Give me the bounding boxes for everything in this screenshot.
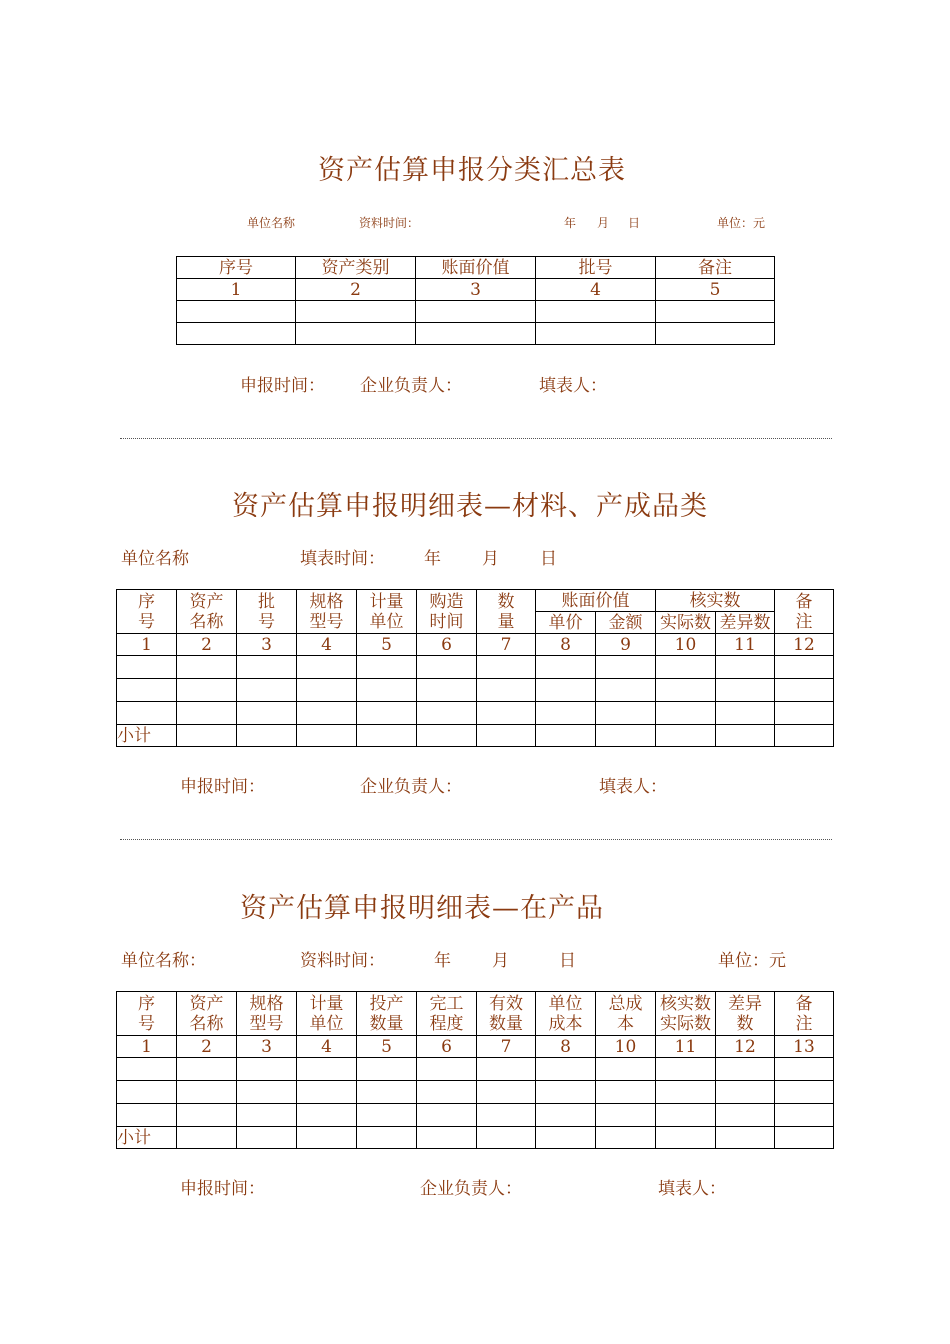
form1-month: 月 xyxy=(597,216,610,230)
form2-col-number: 2 xyxy=(177,634,237,656)
form3-cell[interactable] xyxy=(596,1058,656,1081)
form3-col-number: 13 xyxy=(775,1036,834,1058)
form3-unit-label: 单位：元 xyxy=(718,951,786,971)
form2-header-unit-price: 单价 xyxy=(536,612,596,634)
form2-subtotal-label: 小计 xyxy=(117,725,177,747)
form1-cell[interactable] xyxy=(416,323,536,345)
form1-col-number: 1 xyxy=(177,279,296,301)
form3-cell[interactable] xyxy=(716,1081,775,1104)
form1-manager: 企业负责人： xyxy=(360,376,462,396)
form2-cell[interactable] xyxy=(596,679,656,702)
form3-cell[interactable] xyxy=(775,1104,834,1127)
form3-cell[interactable] xyxy=(117,1104,177,1127)
form2-cell[interactable] xyxy=(536,702,596,725)
form2-header-measure-unit: 计量 单位 xyxy=(357,590,417,634)
form1-cell[interactable] xyxy=(416,301,536,323)
form2-header-quantity: 数 量 xyxy=(477,590,536,634)
form1-cell[interactable] xyxy=(536,323,656,345)
form2-cell[interactable] xyxy=(177,702,237,725)
form3-cell[interactable] xyxy=(716,1127,775,1149)
form3-table xyxy=(116,991,834,1149)
form3-col-number: 7 xyxy=(477,1036,536,1058)
form2-table xyxy=(116,589,834,747)
form2-blank-row xyxy=(117,656,834,679)
form2-cell[interactable] xyxy=(117,679,177,702)
form2-cell[interactable] xyxy=(177,656,237,679)
form2-cell[interactable] xyxy=(716,656,775,679)
form1-blank-row xyxy=(177,301,775,323)
form1-year: 年 xyxy=(564,216,577,230)
form3-cell[interactable] xyxy=(357,1081,417,1104)
form3-date-label: 资料时间： xyxy=(300,951,385,971)
form3-header-measure-unit: 计量 单位 xyxy=(297,992,357,1036)
form3-cell[interactable] xyxy=(477,1104,536,1127)
form2-subtotal-row xyxy=(117,725,834,747)
form2-col-number: 10 xyxy=(656,634,716,656)
form2-col-number: 11 xyxy=(716,634,775,656)
form2-cell[interactable] xyxy=(596,725,656,747)
form3-header-input-quantity: 投产 数量 xyxy=(357,992,417,1036)
form2-cell[interactable] xyxy=(237,679,297,702)
form1-table xyxy=(176,256,775,345)
form2-cell[interactable] xyxy=(177,679,237,702)
form2-cell[interactable] xyxy=(775,702,834,725)
form3-cell[interactable] xyxy=(775,1127,834,1149)
form3-report-time: 申报时间： xyxy=(180,1179,265,1199)
form3-title: 资产估算申报明细表—在产品 xyxy=(240,893,604,924)
form2-cell[interactable] xyxy=(237,702,297,725)
form1-title: 资产估算申报分类汇总表 xyxy=(318,155,626,186)
form3-subtotal-row xyxy=(117,1127,834,1149)
form1-unit-label: 单位：元 xyxy=(717,216,766,230)
form2-cell[interactable] xyxy=(656,702,716,725)
form1-cell[interactable] xyxy=(296,301,416,323)
form3-cell[interactable] xyxy=(297,1058,357,1081)
form2-cell[interactable] xyxy=(357,702,417,725)
form1-col-number: 2 xyxy=(296,279,416,301)
form3-header-total-cost: 总成 本 xyxy=(596,992,656,1036)
form3-cell[interactable] xyxy=(177,1104,237,1127)
form1-col-number: 4 xyxy=(536,279,656,301)
form2-cell[interactable] xyxy=(775,679,834,702)
form2-cell[interactable] xyxy=(297,725,357,747)
form3-year: 年 xyxy=(434,951,451,971)
form3-col-number: 5 xyxy=(357,1036,417,1058)
form3-cell[interactable] xyxy=(297,1127,357,1149)
form3-cell[interactable] xyxy=(237,1104,297,1127)
form2-cell[interactable] xyxy=(237,725,297,747)
form3-cell[interactable] xyxy=(596,1104,656,1127)
form2-cell[interactable] xyxy=(656,725,716,747)
form1-header-cell: 序号 xyxy=(177,257,296,279)
form3-header-spec: 规格 型号 xyxy=(237,992,297,1036)
form3-cell[interactable] xyxy=(477,1081,536,1104)
form2-day: 日 xyxy=(540,549,557,569)
form3-cell[interactable] xyxy=(237,1058,297,1081)
form2-cell[interactable] xyxy=(117,656,177,679)
form3-manager: 企业负责人： xyxy=(420,1179,522,1199)
form3-header-difference: 差异 数 xyxy=(716,992,775,1036)
form2-cell[interactable] xyxy=(297,702,357,725)
form1-header-cell: 批号 xyxy=(536,257,656,279)
form2-cell[interactable] xyxy=(477,725,536,747)
form3-col-number: 3 xyxy=(237,1036,297,1058)
form2-cell[interactable] xyxy=(297,679,357,702)
form1-report-time: 申报时间： xyxy=(240,376,325,396)
form3-cell[interactable] xyxy=(357,1104,417,1127)
form2-cell[interactable] xyxy=(775,656,834,679)
form3-cell[interactable] xyxy=(536,1058,596,1081)
form2-header-amount: 金额 xyxy=(596,612,656,634)
form2-cell[interactable] xyxy=(477,679,536,702)
form3-cell[interactable] xyxy=(716,1058,775,1081)
form1-date-label: 资料时间： xyxy=(359,216,420,230)
form2-cell[interactable] xyxy=(297,656,357,679)
form3-cell[interactable] xyxy=(417,1127,477,1149)
form3-cell[interactable] xyxy=(477,1127,536,1149)
form3-col-number: 2 xyxy=(177,1036,237,1058)
form2-cell[interactable] xyxy=(417,656,477,679)
form2-header-difference: 差异数 xyxy=(716,612,775,634)
form2-cell[interactable] xyxy=(117,702,177,725)
form2-col-number: 9 xyxy=(596,634,656,656)
form3-cell[interactable] xyxy=(656,1058,716,1081)
form3-header-seq: 序 号 xyxy=(117,992,177,1036)
form2-cell[interactable] xyxy=(775,725,834,747)
form3-blank-row xyxy=(117,1081,834,1104)
form2-cell[interactable] xyxy=(477,702,536,725)
form2-col-number: 12 xyxy=(775,634,834,656)
form3-cell[interactable] xyxy=(596,1127,656,1149)
form3-cell[interactable] xyxy=(417,1081,477,1104)
form2-col-number: 7 xyxy=(477,634,536,656)
form3-blank-row xyxy=(117,1104,834,1127)
form3-cell[interactable] xyxy=(656,1081,716,1104)
form2-month: 月 xyxy=(482,549,499,569)
form3-unit-name-label: 单位名称： xyxy=(121,951,206,971)
form3-cell[interactable] xyxy=(237,1081,297,1104)
form3-cell[interactable] xyxy=(536,1081,596,1104)
form2-cell[interactable] xyxy=(596,702,656,725)
form3-cell[interactable] xyxy=(775,1058,834,1081)
form2-header-book-value: 账面价值 xyxy=(536,590,656,612)
form3-cell[interactable] xyxy=(656,1127,716,1149)
form2-cell[interactable] xyxy=(477,656,536,679)
form2-blank-row xyxy=(117,702,834,725)
form1-cell[interactable] xyxy=(296,323,416,345)
form1-col-number: 5 xyxy=(656,279,775,301)
form2-header-remarks: 备 注 xyxy=(775,590,834,634)
form3-cell[interactable] xyxy=(775,1081,834,1104)
form2-cell[interactable] xyxy=(656,679,716,702)
form3-cell[interactable] xyxy=(297,1104,357,1127)
form2-title: 资产估算申报明细表—材料、产成品类 xyxy=(232,491,708,522)
form3-col-number: 1 xyxy=(117,1036,177,1058)
form3-cell[interactable] xyxy=(716,1104,775,1127)
form3-cell[interactable] xyxy=(357,1127,417,1149)
form2-cell[interactable] xyxy=(596,656,656,679)
form1-header-cell: 备注 xyxy=(656,257,775,279)
form1-blank-row xyxy=(177,323,775,345)
form1-day: 日 xyxy=(628,216,641,230)
form1-filler: 填表人： xyxy=(539,376,607,396)
form3-cell[interactable] xyxy=(656,1104,716,1127)
form1-cell[interactable] xyxy=(536,301,656,323)
form3-col-number: 12 xyxy=(716,1036,775,1058)
form3-col-number: 6 xyxy=(417,1036,477,1058)
form2-header-purchase-time: 购造 时间 xyxy=(417,590,477,634)
form3-col-number: 4 xyxy=(297,1036,357,1058)
form2-cell[interactable] xyxy=(656,656,716,679)
form3-header-remarks: 备 注 xyxy=(775,992,834,1036)
form2-cell[interactable] xyxy=(417,702,477,725)
form2-cell[interactable] xyxy=(716,702,775,725)
form2-header-verified: 核实数 xyxy=(656,590,775,612)
form2-year: 年 xyxy=(424,549,441,569)
form1-cell[interactable] xyxy=(656,301,775,323)
form2-cell[interactable] xyxy=(536,656,596,679)
form2-fill-time-label: 填表时间： xyxy=(300,549,385,569)
form1-cell[interactable] xyxy=(656,323,775,345)
form2-cell[interactable] xyxy=(357,656,417,679)
form1-cell[interactable] xyxy=(177,301,296,323)
form3-cell[interactable] xyxy=(297,1081,357,1104)
form3-month: 月 xyxy=(492,951,509,971)
form3-col-number: 8 xyxy=(536,1036,596,1058)
form3-cell[interactable] xyxy=(237,1127,297,1149)
form3-cell[interactable] xyxy=(477,1058,536,1081)
section-separator xyxy=(120,839,832,840)
form2-cell[interactable] xyxy=(237,656,297,679)
form3-cell[interactable] xyxy=(177,1081,237,1104)
form2-col-number: 6 xyxy=(417,634,477,656)
form3-header-unit-cost: 单位 成本 xyxy=(536,992,596,1036)
form1-cell[interactable] xyxy=(177,323,296,345)
form2-col-number: 3 xyxy=(237,634,297,656)
form3-col-number: 11 xyxy=(656,1036,716,1058)
form1-col-number: 3 xyxy=(416,279,536,301)
form2-cell[interactable] xyxy=(357,679,417,702)
form1-unit-name-label: 单位名称 xyxy=(247,216,296,230)
form3-subtotal-label: 小计 xyxy=(117,1127,177,1149)
form2-cell[interactable] xyxy=(177,725,237,747)
form3-cell[interactable] xyxy=(177,1058,237,1081)
form2-cell[interactable] xyxy=(357,725,417,747)
form3-cell[interactable] xyxy=(536,1104,596,1127)
form2-cell[interactable] xyxy=(417,725,477,747)
form3-cell[interactable] xyxy=(417,1058,477,1081)
form2-cell[interactable] xyxy=(536,725,596,747)
form3-header-completion: 完工 程度 xyxy=(417,992,477,1036)
form2-cell[interactable] xyxy=(536,679,596,702)
form2-unit-name-label: 单位名称 xyxy=(121,549,189,569)
form2-manager: 企业负责人： xyxy=(360,777,462,797)
form3-cell[interactable] xyxy=(596,1081,656,1104)
form2-blank-row xyxy=(117,679,834,702)
form2-col-number: 4 xyxy=(297,634,357,656)
form2-header-asset-name: 资产 名称 xyxy=(177,590,237,634)
form2-cell[interactable] xyxy=(716,725,775,747)
form3-col-number: 10 xyxy=(596,1036,656,1058)
form2-cell[interactable] xyxy=(417,679,477,702)
form3-cell[interactable] xyxy=(117,1058,177,1081)
form3-header-verified-actual: 核实数 实际数 xyxy=(656,992,716,1036)
form3-cell[interactable] xyxy=(117,1081,177,1104)
form2-cell[interactable] xyxy=(716,679,775,702)
form3-filler: 填表人： xyxy=(658,1179,726,1199)
form2-header-seq: 序 号 xyxy=(117,590,177,634)
form2-header-spec: 规格 型号 xyxy=(297,590,357,634)
form2-report-time: 申报时间： xyxy=(180,777,265,797)
form2-col-number: 8 xyxy=(536,634,596,656)
form1-header-cell: 资产类别 xyxy=(296,257,416,279)
form3-header-effective-quantity: 有效 数量 xyxy=(477,992,536,1036)
form3-cell[interactable] xyxy=(177,1127,237,1149)
form3-cell[interactable] xyxy=(417,1104,477,1127)
form3-blank-row xyxy=(117,1058,834,1081)
section-separator xyxy=(120,438,832,439)
form3-cell[interactable] xyxy=(536,1127,596,1149)
form2-filler: 填表人： xyxy=(599,777,667,797)
form1-header-cell: 账面价值 xyxy=(416,257,536,279)
form3-day: 日 xyxy=(559,951,576,971)
form3-cell[interactable] xyxy=(357,1058,417,1081)
form2-header-actual: 实际数 xyxy=(656,612,716,634)
form3-header-asset-name: 资产 名称 xyxy=(177,992,237,1036)
form2-col-number: 5 xyxy=(357,634,417,656)
form2-col-number: 1 xyxy=(117,634,177,656)
form2-header-batch: 批 号 xyxy=(237,590,297,634)
